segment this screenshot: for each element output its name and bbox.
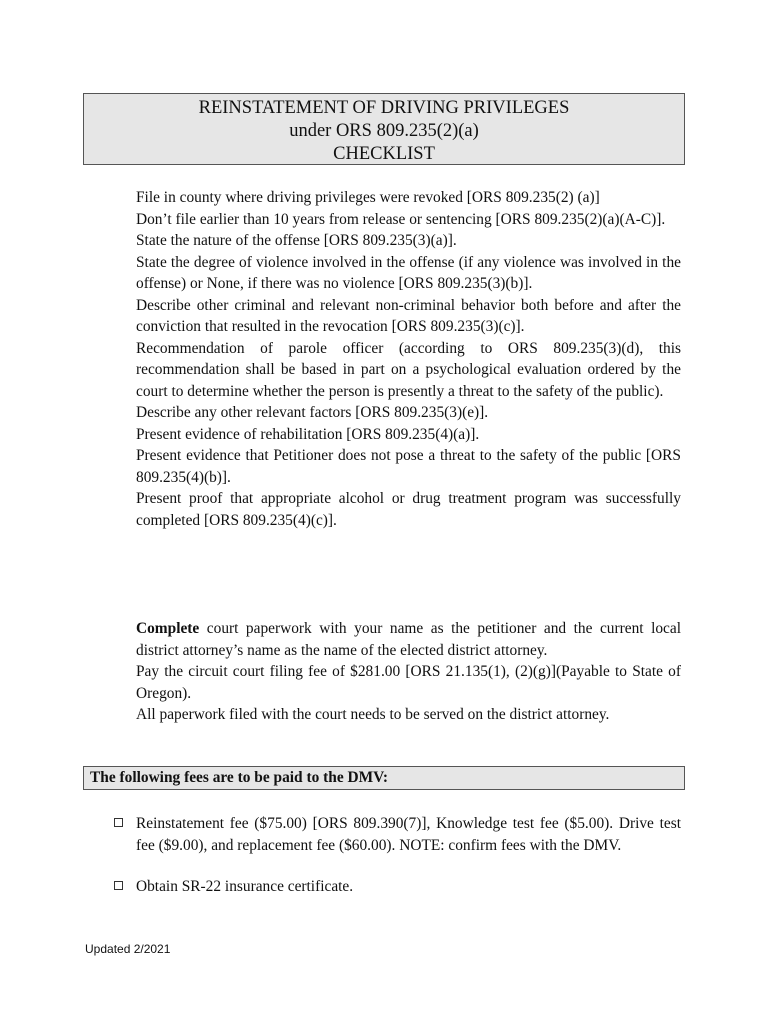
checkbox-icon[interactable] [114,881,123,890]
title-line-3: CHECKLIST [333,144,435,164]
filing-fee-paragraph: Pay the circuit court filing fee of $281.00 [ORS 21.135(1), (2)(g)](Payable to State of Oregon). [136,663,681,702]
serve-paragraph: All paperwork filed with the court needs to be served on the district attorney. [136,706,610,723]
checklist-item: File in county where driving privileges were revoked [ORS 809.235(2) (a)] [136,189,600,206]
checklist-item: Present evidence that Petitioner does not pose a threat to the safety of the public [ORS 809.235(4)(b)]. [136,447,681,486]
checklist [136,187,681,531]
checklist-item: Present proof that appropriate alcohol or drug treatment program was successfully completed [ORS 809.235(4)(c)]. [136,490,681,529]
footer-updated: Updated 2/2021 [85,942,171,956]
complete-paragraph [136,618,681,661]
title-line-1: REINSTATEMENT OF DRIVING PRIVILEGES [198,98,570,118]
title-box [83,93,685,165]
complete-rest: court paperwork with your name as the petitioner and the current local district attorney’s name as the name of the elected district attorney. [136,620,681,659]
dmv-item-reinstatement [136,813,681,856]
checklist-item: Describe any other relevant factors [ORS 809.235(3)(e)]. [136,404,489,421]
checklist-item: Present evidence of rehabilitation [ORS 809.235(4)(a)]. [136,425,480,443]
checkbox-icon[interactable] [114,818,123,827]
paperwork-section [136,618,681,726]
checklist-item: Don’t file earlier than 10 years from release or sentencing [ORS 809.235(2)(a)(A-C)]. [136,210,666,228]
complete-bold: Complete [136,620,200,637]
dmv-item-sr22 [136,876,681,898]
fees-header: The following fees are to be paid to the DMV: [83,766,685,790]
checklist-item: Recommendation of parole officer (according to ORS 809.235(3)(d), this recommendation shall be based in part on a psychological evaluation ordered by the court to determine whether the person is presently a threat to the safety of the public). [136,339,681,400]
title-line-2: under ORS 809.235(2)(a) [289,121,479,141]
checklist-item: State the nature of the offense [ORS 809.235(3)(a)]. [136,232,457,249]
dmv-item-text: Reinstatement fee ($75.00) [ORS 809.390(7)], Knowledge test fee ($5.00). Drive test fee ($9.00), and replacement fee ($60.00). NOTE: confirm fees with the DMV. [136,815,681,854]
dmv-item-text: Obtain SR-22 insurance certificate. [136,878,354,895]
checklist-item: State the degree of violence involved in the offense (if any violence was involved in the offense) or None, if there was no violence [ORS 809.235(3)(b)]. [136,253,681,292]
checklist-item: Describe other criminal and relevant non-criminal behavior both before and after the conviction that resulted in the revocation [ORS 809.235(3)(c)]. [136,296,681,335]
